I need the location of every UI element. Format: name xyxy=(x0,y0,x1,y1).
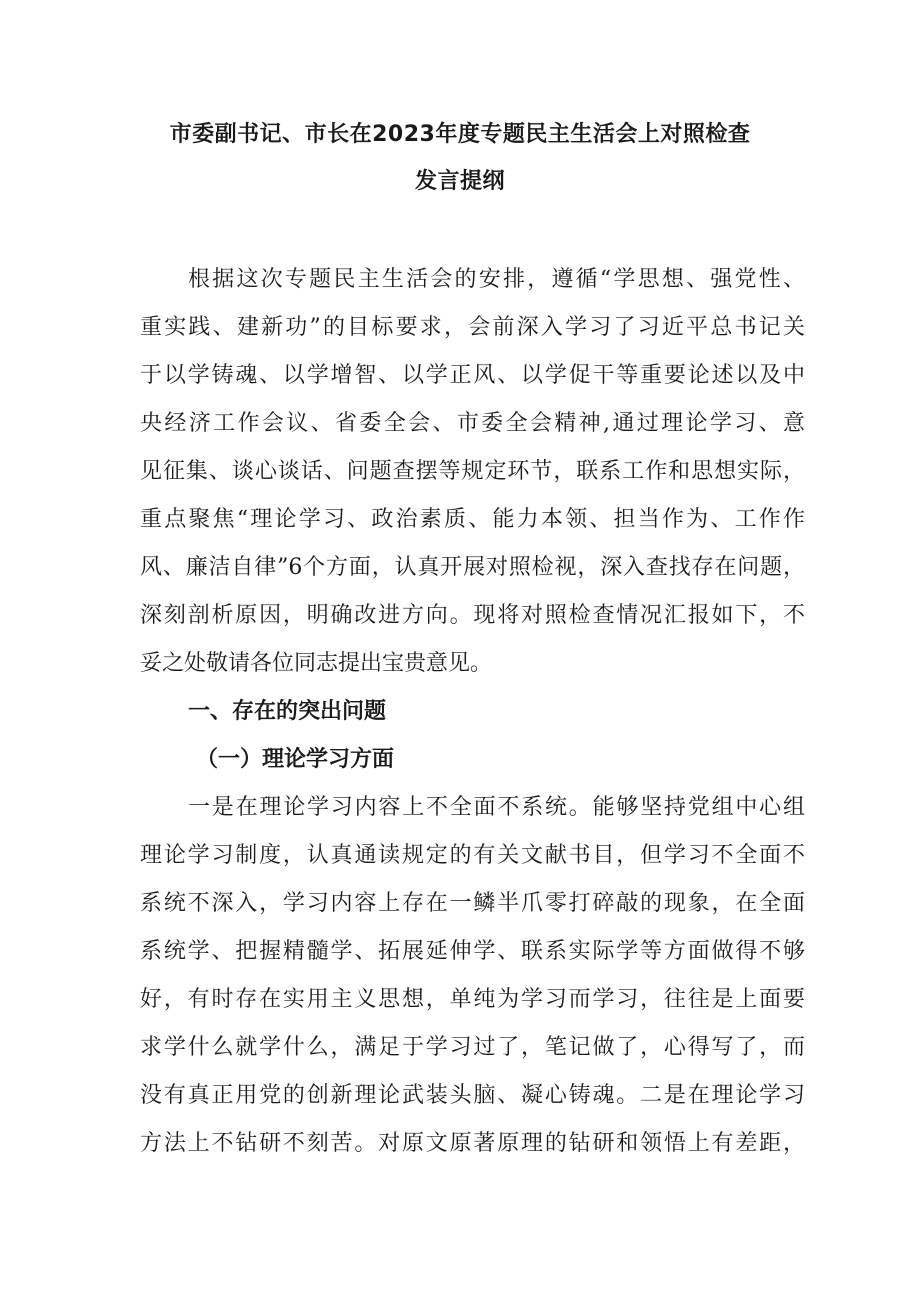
theory-paragraph-line: 理论学习制度，认真通读规定的有关文献书目，但学习不全面不 xyxy=(140,843,805,868)
section-heading: 一、存在的突出问题 xyxy=(188,699,387,724)
intro-paragraph-line: 央经济工作会议、省委全会、市委全会精神,通过理论学习、意 xyxy=(140,411,805,436)
intro-paragraph-line: 于以学铸魂、以学增智、以学正风、以学促干等重要论述以及中 xyxy=(140,363,805,388)
intro-paragraph-line: 风、廉洁自律”6个方面，认真开展对照检视，深入查找存在问题， xyxy=(140,555,805,580)
intro-paragraph-line: 根据这次专题民主生活会的安排，遵循“学思想、强党性、 xyxy=(188,267,805,292)
theory-paragraph-line: 求学什么就学什么，满足于学习过了，笔记做了，心得写了，而 xyxy=(140,1035,805,1060)
subsection-heading: （一）理论学习方面 xyxy=(196,747,395,772)
theory-paragraph-line: 没有真正用党的创新理论武装头脑、凝心铸魂。二是在理论学习 xyxy=(140,1083,805,1108)
theory-paragraph-line: 好，有时存在实用主义思想，单纯为学习而学习，往往是上面要 xyxy=(140,987,805,1012)
theory-paragraph-line: 系统不深入，学习内容上存在一鳞半爪零打碎敲的现象，在全面 xyxy=(140,891,805,916)
intro-paragraph-line: 深刻剖析原因，明确改进方向。现将对照检查情况汇报如下，不 xyxy=(140,603,805,628)
intro-paragraph-line: 重点聚焦“理论学习、政治素质、能力本领、担当作为、工作作 xyxy=(140,507,805,532)
intro-paragraph-line: 见征集、谈心谈话、问题查摆等规定环节，联系工作和思想实际， xyxy=(140,459,805,484)
intro-paragraph-line: 妥之处敬请各位同志提出宝贵意见。 xyxy=(140,651,493,676)
document-title-line-2: 发言提纲 xyxy=(414,169,505,194)
theory-paragraph-line: 系统学、把握精髓学、拓展延伸学、联系实际学等方面做得不够 xyxy=(140,939,805,964)
document-title-line-1: 市委副书记、市长在2023年度专题民主生活会上对照检查 xyxy=(169,122,751,147)
intro-paragraph-line: 重实践、建新功”的目标要求，会前深入学习了习近平总书记关 xyxy=(140,315,805,340)
theory-paragraph-line: 方法上不钻研不刻苦。对原文原著原理的钻研和领悟上有差距， xyxy=(140,1131,805,1156)
theory-paragraph-line: 一是在理论学习内容上不全面不系统。能够坚持党组中心组 xyxy=(188,795,805,820)
